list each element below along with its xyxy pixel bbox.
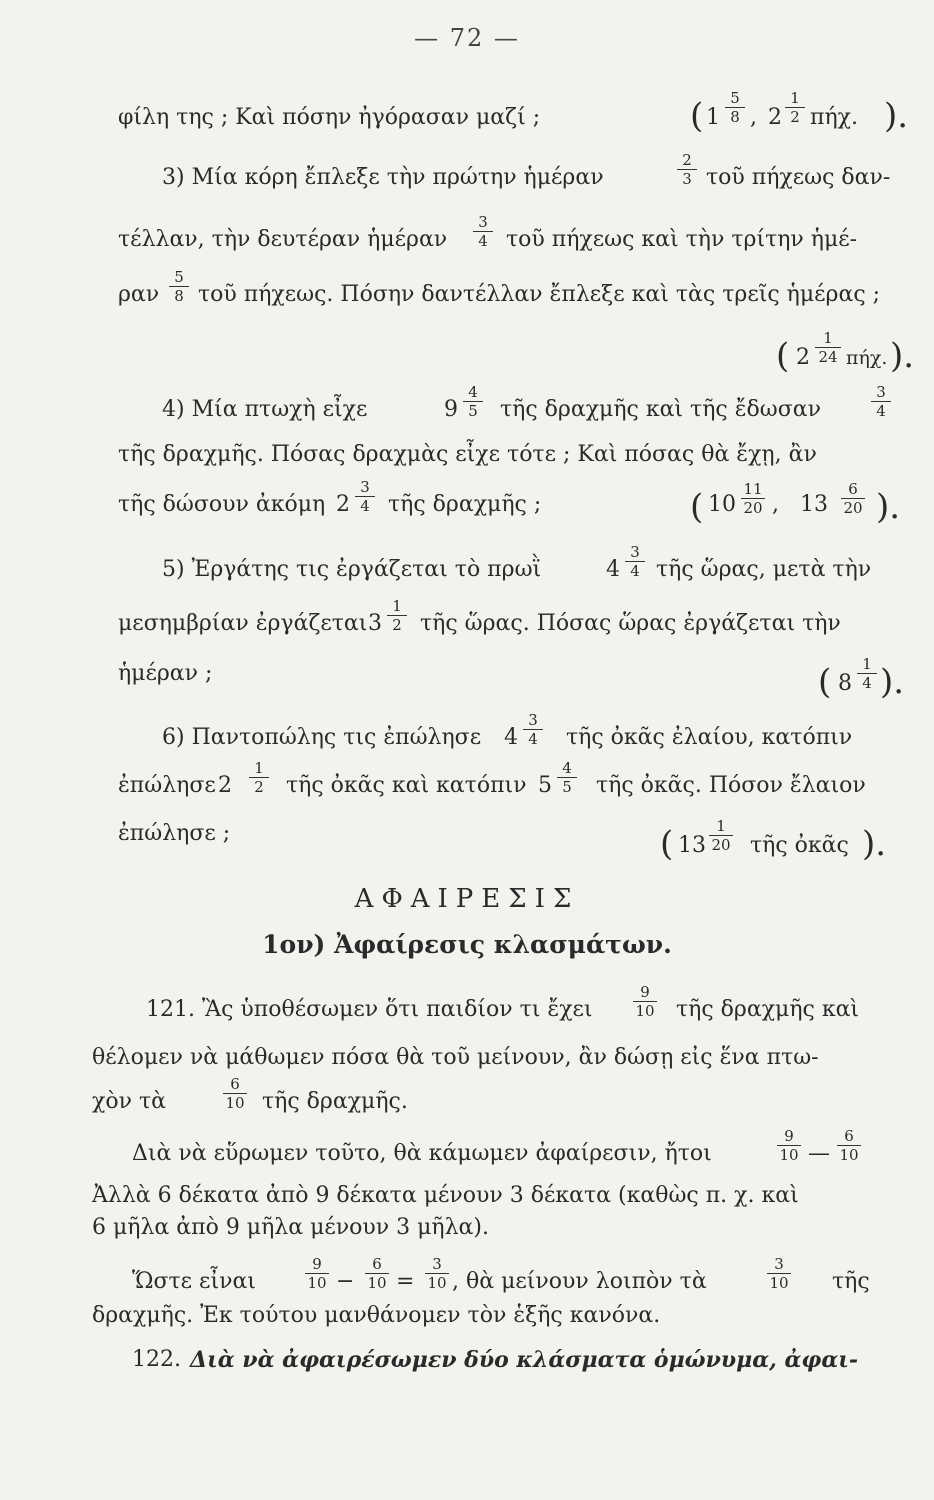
text-line	[0, 268, 934, 315]
paren-open: (	[818, 662, 832, 702]
fraction: 3 4	[472, 214, 494, 249]
whole-number: 4	[504, 725, 518, 750]
fraction: 3 10	[766, 1256, 792, 1291]
text-line	[0, 1340, 934, 1380]
text-line	[0, 543, 934, 590]
whole-number: 2	[218, 773, 232, 798]
paren-close: ).	[884, 96, 909, 136]
fraction: 6 10	[836, 1128, 862, 1163]
fraction: 2 3	[676, 152, 698, 187]
unit: πήχ.	[810, 105, 858, 130]
paren-close: ).	[876, 487, 901, 527]
minus-sign: —	[808, 1141, 830, 1166]
text-line	[0, 383, 934, 430]
fraction: 6 20	[840, 481, 866, 516]
text: τῆς	[832, 1269, 870, 1294]
text: δραχμῆς. Ἐκ τούτου μανθάνομεν τὸν ἑξῆς κανόνα.	[92, 1303, 661, 1328]
fraction: 1 2	[784, 90, 806, 125]
text: τῆς δραχμῆς.	[262, 1089, 408, 1114]
text: 5) Ἐργάτης τις ἐργάζεται τὸ πρωῒ	[162, 557, 542, 582]
whole-number: 2	[336, 492, 350, 517]
text: 4) Μία πτωχὴ εἶχε	[162, 397, 368, 422]
fraction: 6 10	[364, 1256, 390, 1291]
text: ἐπώλησε	[118, 773, 216, 798]
text: τῆς δώσουν ἀκόμη	[118, 492, 326, 517]
text-line	[0, 213, 934, 260]
fraction: 11 20	[740, 481, 766, 516]
text: τῆς ὀκᾶς καὶ κατόπιν	[286, 773, 527, 798]
paren-open: (	[660, 824, 674, 864]
text-line	[0, 478, 934, 527]
paren-close: ).	[880, 662, 905, 702]
text: τῆς ὥρας. Πόσας ὥρας ἐργάζεται τὴν	[420, 611, 841, 636]
text-line	[0, 711, 934, 758]
fraction: 1 4	[856, 656, 878, 691]
minus-sign: −	[336, 1269, 355, 1294]
text: τῆς δραχμῆς καὶ τῆς ἔδωσαν	[500, 397, 821, 422]
text-line	[0, 89, 934, 138]
text: τῆς ὥρας, μετὰ τὴν	[656, 557, 872, 582]
answer-whole: 2	[796, 345, 810, 370]
fraction: 1 20	[708, 818, 734, 853]
text: τοῦ πήχεως καὶ τὴν τρίτην ἡμέ-	[506, 227, 858, 252]
text-line	[0, 1208, 934, 1248]
whole-number: 9	[444, 397, 458, 422]
text: Διὰ νὰ εὕρωμεν τοῦτο, θὰ κάμωμεν ἀφαίρεσιν, ἤτοι	[132, 1141, 712, 1166]
text: τοῦ πήχεως δαν-	[706, 165, 891, 190]
whole-number: 4	[606, 557, 620, 582]
text: ἡμέραν ;	[118, 661, 213, 686]
answer-whole: 8	[838, 671, 852, 696]
text-line	[0, 1038, 934, 1078]
text: μεσημβρίαν ἐργάζεται	[118, 611, 368, 636]
fraction: 3 4	[870, 384, 892, 419]
text-line	[0, 1127, 934, 1174]
fraction: 3 4	[624, 544, 646, 579]
text: τῆς δραχμῆς. Πόσας δραχμὰς εἶχε τότε ; Καὶ πόσας θὰ ἔχῃ, ἂν	[118, 442, 817, 467]
text-line	[0, 654, 934, 702]
text-line	[0, 983, 934, 1030]
fraction: 1 2	[248, 760, 270, 795]
paren-open: (	[690, 487, 704, 527]
fraction: 9 10	[304, 1256, 330, 1291]
fraction: 9 10	[776, 1128, 802, 1163]
text: τοῦ πήχεως. Πόσην δαντέλλαν ἔπλεξε καὶ τὰς τρεῖς ἡμέρας ;	[198, 282, 881, 307]
paren-close: ).	[890, 336, 915, 376]
answer-whole: 13	[800, 492, 828, 517]
answer-whole: 2	[768, 105, 782, 130]
comma: ,	[772, 492, 779, 517]
fraction: 1 2	[386, 598, 408, 633]
fraction: 4 5	[556, 760, 578, 795]
equals-sign: =	[396, 1269, 415, 1294]
text-line	[0, 759, 934, 806]
text: τῆς ὀκᾶς. Πόσον ἔλαιον	[596, 773, 866, 798]
whole-number: 3	[368, 611, 382, 636]
text: 6) Παντοπώλης τις ἐπώλησε	[162, 725, 482, 750]
unit: πήχ.	[846, 347, 888, 369]
answer-whole: 13	[678, 833, 706, 858]
text: χὸν τὰ	[92, 1089, 166, 1114]
text: ἐπώλησε ;	[118, 821, 231, 846]
subsection-title: 1ον) Ἀφαίρεσις κλασμάτων.	[262, 930, 672, 959]
text: 121. Ἂς ὑποθέσωμεν ὅτι παιδίον τι ἔχει	[146, 997, 593, 1022]
comma: ,	[750, 105, 757, 130]
answer-line	[0, 329, 934, 378]
paragraph-number: 122.	[132, 1347, 181, 1372]
fraction: 4 5	[462, 384, 484, 419]
fraction: 5 8	[168, 269, 190, 304]
text: Διὰ νὰ ἀφαιρέσωμεν δύο κλάσματα ὁμώνυμα, ἀφαι-	[190, 1347, 859, 1373]
fraction: 1 24	[814, 330, 842, 365]
paren-close: ).	[862, 824, 887, 864]
text: 3) Μία κόρη ἔπλεξε τὴν πρώτην ἡμέραν	[162, 165, 604, 190]
text: τῆς δραχμῆς ;	[388, 492, 542, 517]
paren-open: (	[690, 96, 704, 136]
text: τέλλαν, τὴν δευτέραν ἡμέραν	[118, 227, 448, 252]
fraction: 6 10	[222, 1076, 248, 1111]
text: τῆς δραχμῆς καὶ	[676, 997, 860, 1022]
text: Ὥστε εἶναι	[132, 1269, 256, 1294]
answer-whole: 10	[708, 492, 736, 517]
text: 6 μῆλα ἀπὸ 9 μῆλα μένουν 3 μῆλα).	[92, 1215, 489, 1240]
fraction: 3 4	[522, 712, 544, 747]
section-title: ΑΦΑΙΡΕΣΙΣ	[354, 884, 580, 914]
text: τῆς ὀκᾶς	[750, 833, 849, 858]
paren-open: (	[776, 336, 790, 376]
text-line	[0, 1075, 934, 1122]
text-line	[0, 814, 934, 864]
fraction: 9 10	[632, 984, 658, 1019]
text-line	[0, 435, 934, 475]
fraction: 5 8	[724, 90, 746, 125]
text: φίλη της ; Καὶ πόσην ἠγόρασαν μαζί ;	[118, 105, 541, 130]
text-line	[0, 151, 934, 198]
text: , θὰ μείνουν λοιπὸν τὰ	[452, 1269, 707, 1294]
text: θέλομεν νὰ μάθωμεν πόσα θὰ τοῦ μείνουν, ἂν δώσῃ εἰς ἕνα πτω-	[92, 1045, 819, 1070]
text: Ἀλλὰ 6 δέκατα ἀπὸ 9 δέκατα μένουν 3 δέκατα (καθὼς π. χ. καὶ	[92, 1183, 799, 1208]
fraction: 3 4	[354, 479, 376, 514]
text: τῆς ὀκᾶς ἐλαίου, κατόπιν	[566, 725, 853, 750]
fraction: 3 10	[424, 1256, 450, 1291]
text-line	[0, 1296, 934, 1336]
page-number: — 72 —	[414, 24, 520, 52]
text: ραν	[118, 282, 160, 307]
answer-whole: 1	[706, 105, 720, 130]
text-line	[0, 597, 934, 644]
whole-number: 5	[538, 773, 552, 798]
